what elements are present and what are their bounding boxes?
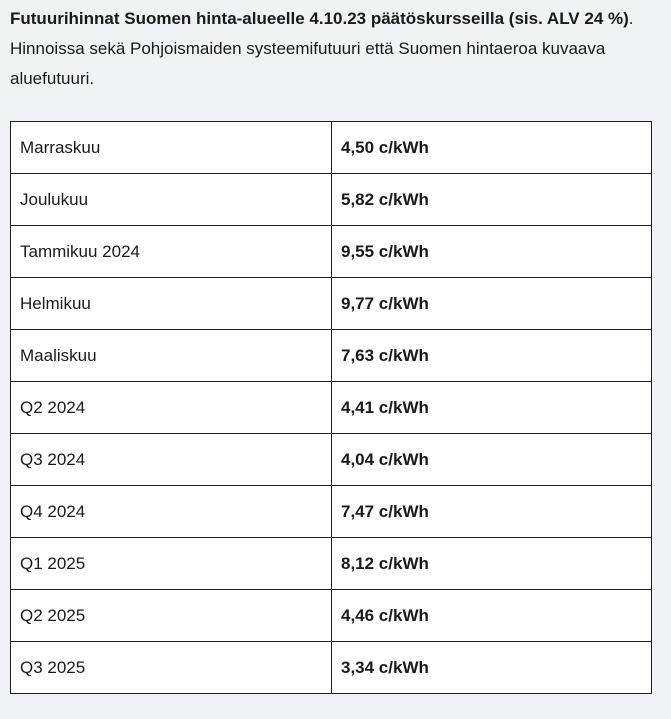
period-cell: Q2 2024 [11, 382, 332, 434]
table-row [11, 486, 652, 538]
table-row [11, 642, 652, 694]
table-row [11, 538, 652, 590]
intro-paragraph [10, 4, 665, 94]
price-cell: 4,50 c/kWh [332, 122, 652, 174]
period-cell: Tammikuu 2024 [11, 226, 332, 278]
price-cell: 8,12 c/kWh [332, 538, 652, 590]
price-cell: 9,55 c/kWh [332, 226, 652, 278]
price-table-body [11, 122, 652, 694]
period-cell: Helmikuu [11, 278, 332, 330]
intro-description: Hinnoissa sekä Pohjoismaiden systeemifutuuri että Suomen hintaeroa kuvaava aluefutuuri. [10, 39, 606, 88]
table-row [11, 278, 652, 330]
price-cell: 9,77 c/kWh [332, 278, 652, 330]
table-row [11, 174, 652, 226]
table-row [11, 226, 652, 278]
period-cell: Joulukuu [11, 174, 332, 226]
price-cell: 4,41 c/kWh [332, 382, 652, 434]
period-cell: Q3 2025 [11, 642, 332, 694]
futures-price-table [10, 121, 652, 694]
title-period: . [628, 9, 634, 28]
price-cell: 4,46 c/kWh [332, 590, 652, 642]
price-cell: 4,04 c/kWh [332, 434, 652, 486]
period-cell: Q3 2024 [11, 434, 332, 486]
table-row [11, 330, 652, 382]
table-row [11, 434, 652, 486]
period-cell: Q2 2025 [11, 590, 332, 642]
table-row [11, 590, 652, 642]
page-title: Futuurihinnat Suomen hinta-alueelle 4.10.23 päätöskursseilla (sis. ALV 24 %) [10, 9, 629, 28]
price-cell: 7,63 c/kWh [332, 330, 652, 382]
table-row [11, 382, 652, 434]
price-cell: 3,34 c/kWh [332, 642, 652, 694]
price-cell: 5,82 c/kWh [332, 174, 652, 226]
period-cell: Q4 2024 [11, 486, 332, 538]
table-row [11, 122, 652, 174]
period-cell: Q1 2025 [11, 538, 332, 590]
price-cell: 7,47 c/kWh [332, 486, 652, 538]
period-cell: Marraskuu [11, 122, 332, 174]
period-cell: Maaliskuu [11, 330, 332, 382]
